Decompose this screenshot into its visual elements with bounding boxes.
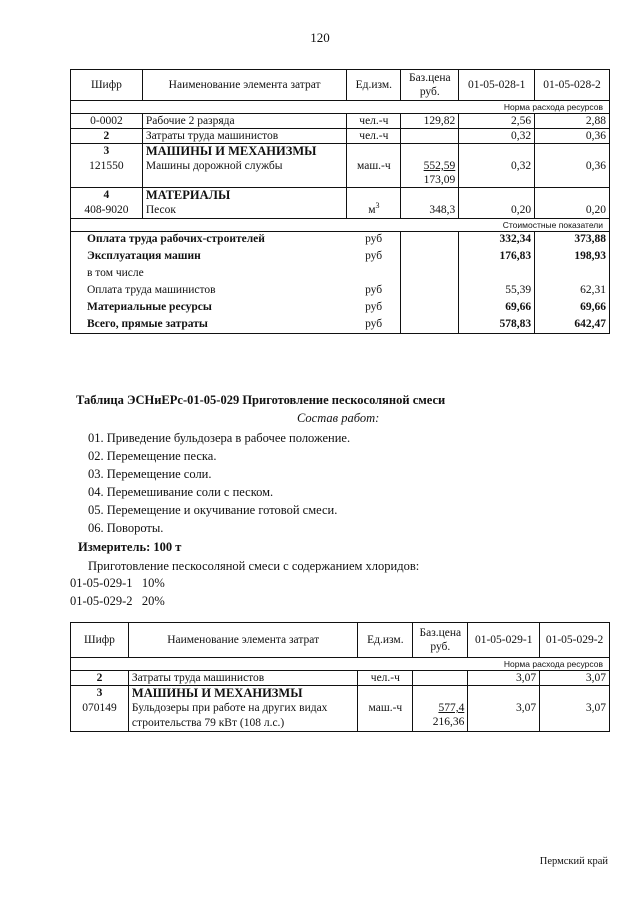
description: Приготовление пескосоляной смеси с содержанием хлоридов: xyxy=(88,559,420,573)
works-title: Состав работ: xyxy=(297,411,380,425)
cost-label: Стоимостные показатели xyxy=(71,219,610,232)
header-name: Наименование элемента затрат xyxy=(142,70,347,101)
work-item: 05. Перемещение и окучивание готовой смеси. xyxy=(88,503,338,517)
work-item: 06. Повороты. xyxy=(88,521,164,535)
table-title: Таблица ЭСНиЕРс-01-05-029 Приготовление пескосоляной смеси xyxy=(76,393,446,407)
table-row: Эксплуатация машин руб 176,83 198,93 xyxy=(71,249,610,266)
table-row: Оплата труда рабочих-строителей руб 332,34 373,88 xyxy=(71,232,610,249)
header-unit: Ед.изм. xyxy=(347,70,401,101)
header-col1: 01-05-029-1 xyxy=(468,623,540,658)
resource-table-2 xyxy=(70,622,610,732)
variant: 01-05-029-2 20% xyxy=(70,594,165,608)
table-row: 4 408-9020 МАТЕРИАЛЫ Песок $м^3$ 348,3 0,20 0,20 xyxy=(71,188,610,219)
work-item: 01. Приведение бульдозера в рабочее положение. xyxy=(88,431,351,445)
table-row: 0-0002 Рабочие 2 разряда чел.-ч 129,82 2,56 2,88 xyxy=(71,114,610,129)
table-row: 3 070149 МАШИНЫ И МЕХАНИЗМЫ Бульдозеры при работе на других видах строительства 79 кВт (108 л.с.) маш.-ч 577,4 216,36 3,07 3,07 xyxy=(71,686,610,732)
header-code: Шифр xyxy=(71,623,129,658)
header-price: Баз.цена руб. xyxy=(401,70,459,101)
footer-region: Пермский край xyxy=(539,856,608,867)
work-item: 02. Перемещение песка. xyxy=(88,449,217,463)
table-row: в том числе xyxy=(71,266,610,283)
table-row: 3 121550 МАШИНЫ И МЕХАНИЗМЫ Машины дорожной службы маш.-ч 552,59 173,09 0,32 0,36 xyxy=(71,144,610,188)
header-unit: Ед.изм. xyxy=(358,623,413,658)
table-row: 2 Затраты труда машинистов чел.-ч 0,32 0,36 xyxy=(71,129,610,144)
header-code: Шифр xyxy=(71,70,143,101)
header-col2: 01-05-028-2 xyxy=(535,70,610,101)
work-item: 04. Перемешивание соли с песком. xyxy=(88,485,274,499)
header-name: Наименование элемента затрат xyxy=(128,623,357,658)
meter: Измеритель: 100 т xyxy=(78,540,182,554)
resource-table-1 xyxy=(70,69,610,334)
page-number: 120 xyxy=(310,30,330,45)
norm-label: Норма расхода ресурсов xyxy=(71,658,610,671)
norm-label: Норма расхода ресурсов xyxy=(71,101,610,114)
variant: 01-05-029-1 10% xyxy=(70,576,165,590)
header-col1: 01-05-028-1 xyxy=(459,70,535,101)
header-col2: 01-05-029-2 xyxy=(540,623,610,658)
table-row: Всего, прямые затраты руб 578,83 642,47 xyxy=(71,317,610,334)
table-row: Материальные ресурсы руб 69,66 69,66 xyxy=(71,300,610,317)
work-item: 03. Перемещение соли. xyxy=(88,467,212,481)
table-row: 2 Затраты труда машинистов чел.-ч 3,07 3,07 xyxy=(71,671,610,686)
header-price: Баз.цена руб. xyxy=(413,623,468,658)
table-row: Оплата труда машинистов руб 55,39 62,31 xyxy=(71,283,610,300)
